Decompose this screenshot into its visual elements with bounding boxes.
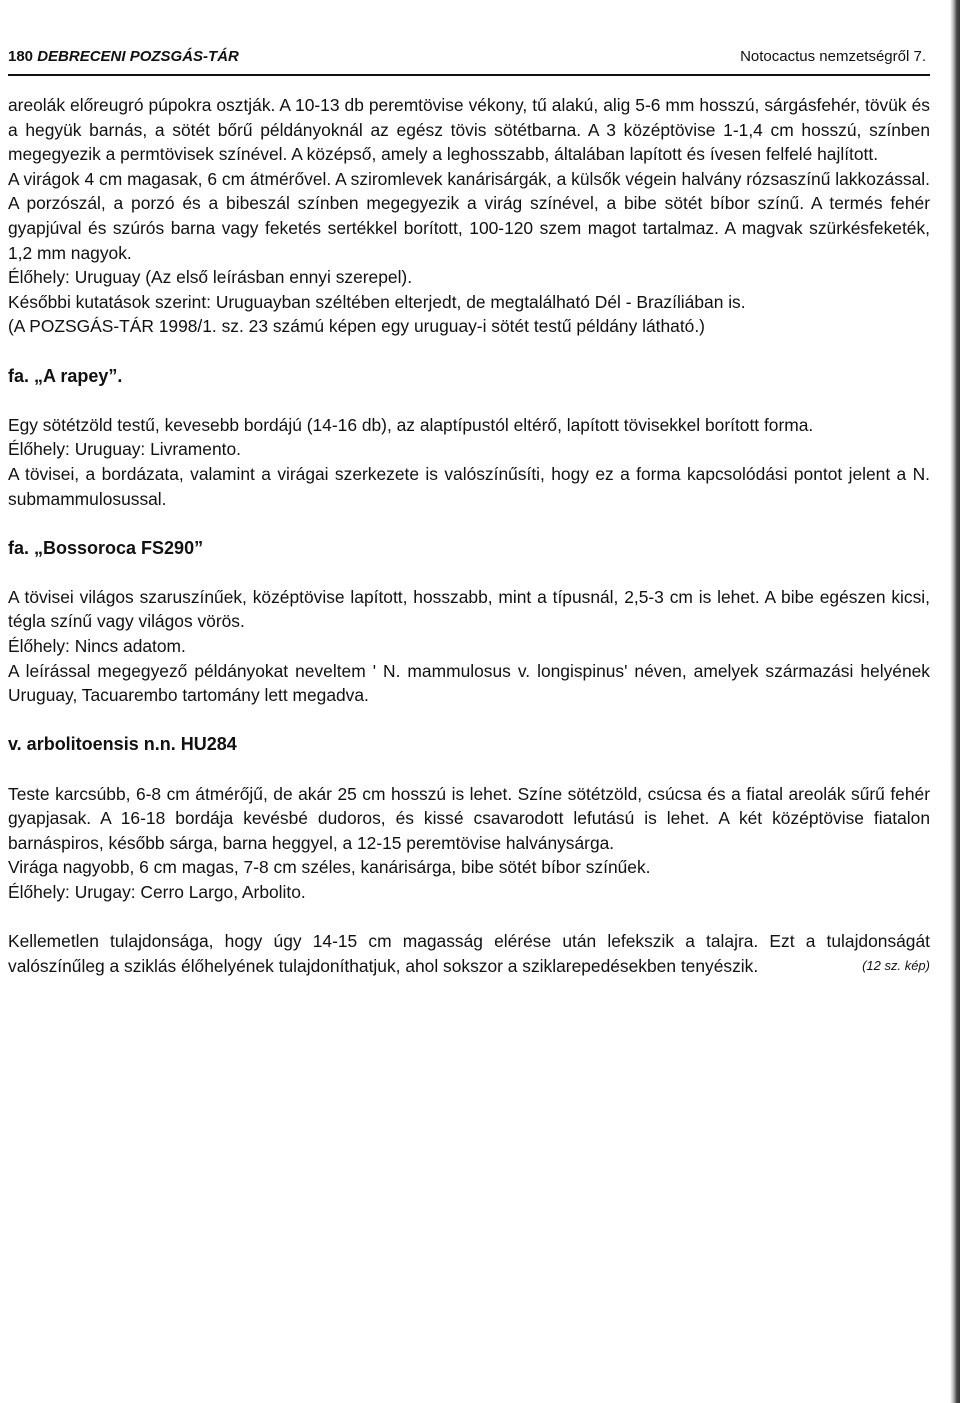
figure-reference: (12 sz. kép) (862, 957, 930, 973)
paragraph-text: Kellemetlen tulajdonsága, hogy úgy 14-15 cm magasság elérése után lefekszik a talajra. Ezt a tulajdonságát valószínűleg a sziklás élőhelyének tulajdoníthatjuk, ahol sokszor a sziklarepedésekben tenyészik. (8, 931, 930, 976)
variety-heading: v. arbolitoensis n.n. HU284 (8, 734, 237, 755)
paragraph: Élőhely: Urugay: Cerro Largo, Arbolito. (8, 882, 306, 902)
form-heading: fa. „A rapey”. (8, 365, 123, 386)
paragraph: areolák előreugró púpokra osztják. A 10-13 db peremtövise vékony, tű alakú, alig 5-6 mm hosszú, sárgásfehér, tövük és a hegyük barnás, a sötét bőrű példányoknál az egész tövis sötétbarna. A 3 középtövise 1-1,4 cm hosszú, színben megegyezik a permtövisek színével. A középső, amely a leghosszabb, általában lapított és ívesen felfelé hajlított. (8, 95, 930, 165)
paragraph: Élőhely: Uruguay: Livramento. (8, 439, 241, 460)
scan-edge (950, 0, 960, 1403)
paragraph: Teste karcsúbb, 6-8 cm átmérőjű, de akár 25 cm hosszú is lehet. Színe sötétzöld, csúcsa és a fiatal areolák sűrű fehér gyapjasak. A 16-18 bordája kevésbé dudoros, és kissé csavarodott lefutású is lehet. A két középtövise fiatalon barnáspiros, később sárga, barna heggyel, a 12-15 peremtövise halványsárga. (8, 783, 930, 853)
paragraph: A leírással megegyező példányokat neveltem ' N. mammulosus v. longispinus' néven, amelyek származási helyének Uruguay, Tacuarembo tartomány lett megadva. (8, 660, 930, 706)
form-heading: fa. „Bossoroca FS290” (8, 537, 204, 558)
paragraph: (A POZSGÁS-TÁR 1998/1. sz. 23 számú képen egy uruguay-i sötét testű példány látható.) (8, 316, 705, 337)
body-text (8, 93, 930, 978)
page-number: 180 (8, 48, 34, 65)
paragraph: Élőhely: Nincs adatom. (8, 636, 186, 657)
paragraph: A tövisei világos szaruszínűek, középtövise lapított, hosszabb, mint a típusnál, 2,5-3 cm is lehet. A bibe egészen kicsi, tégla színű vagy világos vörös. (8, 586, 930, 632)
paragraph: A virágok 4 cm magasak, 6 cm átmérővel. A sziromlevek kanárisárgák, a külsők végein halvány rózsaszínű lakkozással. A porzószál, a porzó és a bibeszál színben megegyezik a virág színével, a bibe sötét bíbor színű. A termés fehér gyapjúval és szúrós barna vagy feketés sertékkel borított, 100-120 szem magot tartalmaz. A magvak szürkésfeketék, 1,2 mm nagyok. (8, 168, 930, 263)
paragraph: Egy sötétzöld testű, kevesebb bordájú (14-16 db), az alaptípustól eltérő, lapított tövisekkel borított forma. (8, 414, 814, 435)
paragraph: Későbbi kutatások szerint: Uruguayban széltében elterjedt, de megtalálható Dél - Brazíliában is. (8, 291, 746, 312)
paragraph: A tövisei, a bordázata, valamint a virágai szerkezete is valószínűsíti, hogy ez a forma kapcsolódási pontot jelent a N. submammulosussal. (8, 463, 930, 509)
page-header (8, 48, 930, 76)
paragraph (8, 929, 930, 978)
paragraph: Virága nagyobb, 6 cm magas, 7-8 cm széles, kanárisárga, bibe sötét bíbor színűek. (8, 857, 651, 878)
journal-title: DEBRECENI POZSGÁS-TÁR (37, 48, 239, 65)
section-title: Notocactus nemzetségről 7. (740, 48, 926, 65)
header-left (8, 48, 239, 65)
paragraph: Élőhely: Uruguay (Az első leírásban ennyi szerepel). (8, 267, 413, 288)
